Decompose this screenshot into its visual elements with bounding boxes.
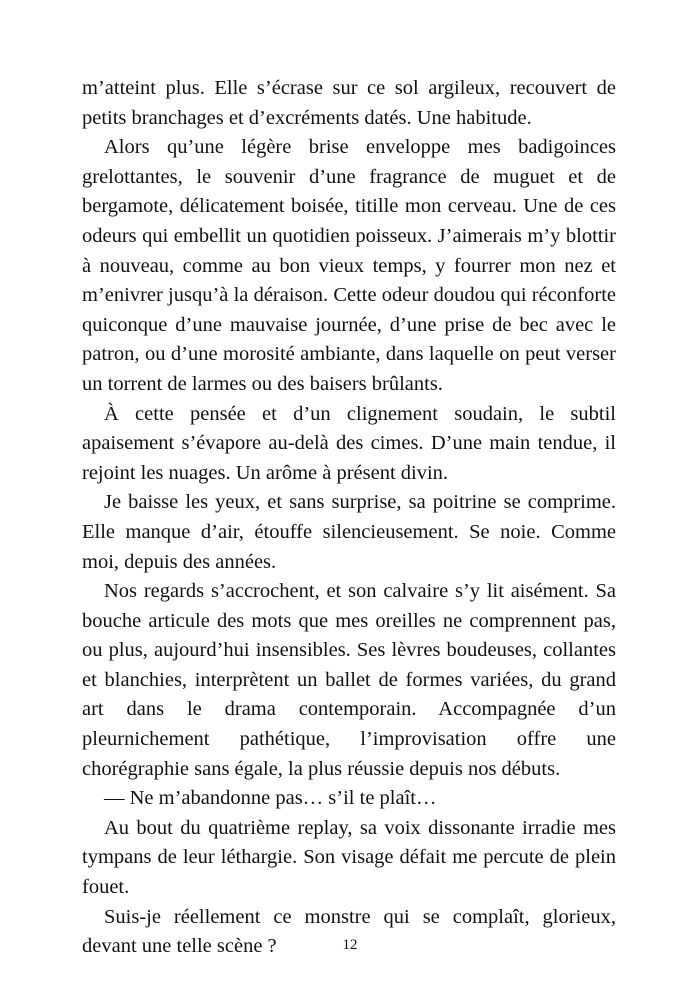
dialogue-line: — Ne m’abandonne pas… s’il te plaît… (104, 787, 437, 810)
paragraph: Au bout du quatrième replay, sa voix dissonante irradie mes tympans de leur léthargie. Son visage défait me percute de plein fouet. (82, 816, 616, 899)
paragraph: Je baisse les yeux, et sans surprise, sa poitrine se comprime. Elle manque d’air, étouffe silencieusement. Se noie. Comme moi, depuis des années. (82, 491, 616, 573)
body-text (82, 74, 616, 962)
paragraph: Suis-je réellement ce monstre qui se complaît, glorieux, devant une telle scène ? (82, 905, 616, 958)
paragraph: Alors qu’une légère brise enveloppe mes badigoinces grelottantes, le souvenir d’une fragrance de muguet et de bergamote, délicatement boisée, titille mon cerveau. Une de ces odeurs qui embellit un quotidien poisseux. J’aimerais m’y blottir à nouveau, comme au bon vieux temps, y fourrer mon nez et m’enivrer jusqu’à la déraison. Cette odeur doudou qui réconforte quiconque d’une mauvaise journée, d’une prise de bec avec le patron, ou d’une morosité ambiante, dans laquelle on peut verser un torrent de larmes ou des baisers brûlants. (82, 136, 616, 395)
paragraph-continuation: m’atteint plus. Elle s’écrase sur ce sol argileux, recouvert de petits branchages et d’excréments datés. Une habitude. (82, 77, 616, 129)
page-number: 12 (342, 937, 358, 953)
paragraph: À cette pensée et d’un clignement soudain, le subtil apaisement s’évapore au-delà des cimes. D’une main tendue, il rejoint les nuages. Un arôme à présent divin. (82, 402, 616, 484)
paragraph: Nos regards s’accrochent, et son calvaire s’y lit aisément. Sa bouche articule des mots que mes oreilles ne comprennent pas, ou plus, aujourd’hui insensibles. Ses lèvres boudeuses, collantes et blanchies, interprètent un ballet de formes variées, du grand art dans le drama contemporain. Accompagnée d’un pleurnichement pathétique, l’improvisation offre une chorégraphie sans égale, la plus réussie depuis nos débuts. (82, 580, 616, 780)
